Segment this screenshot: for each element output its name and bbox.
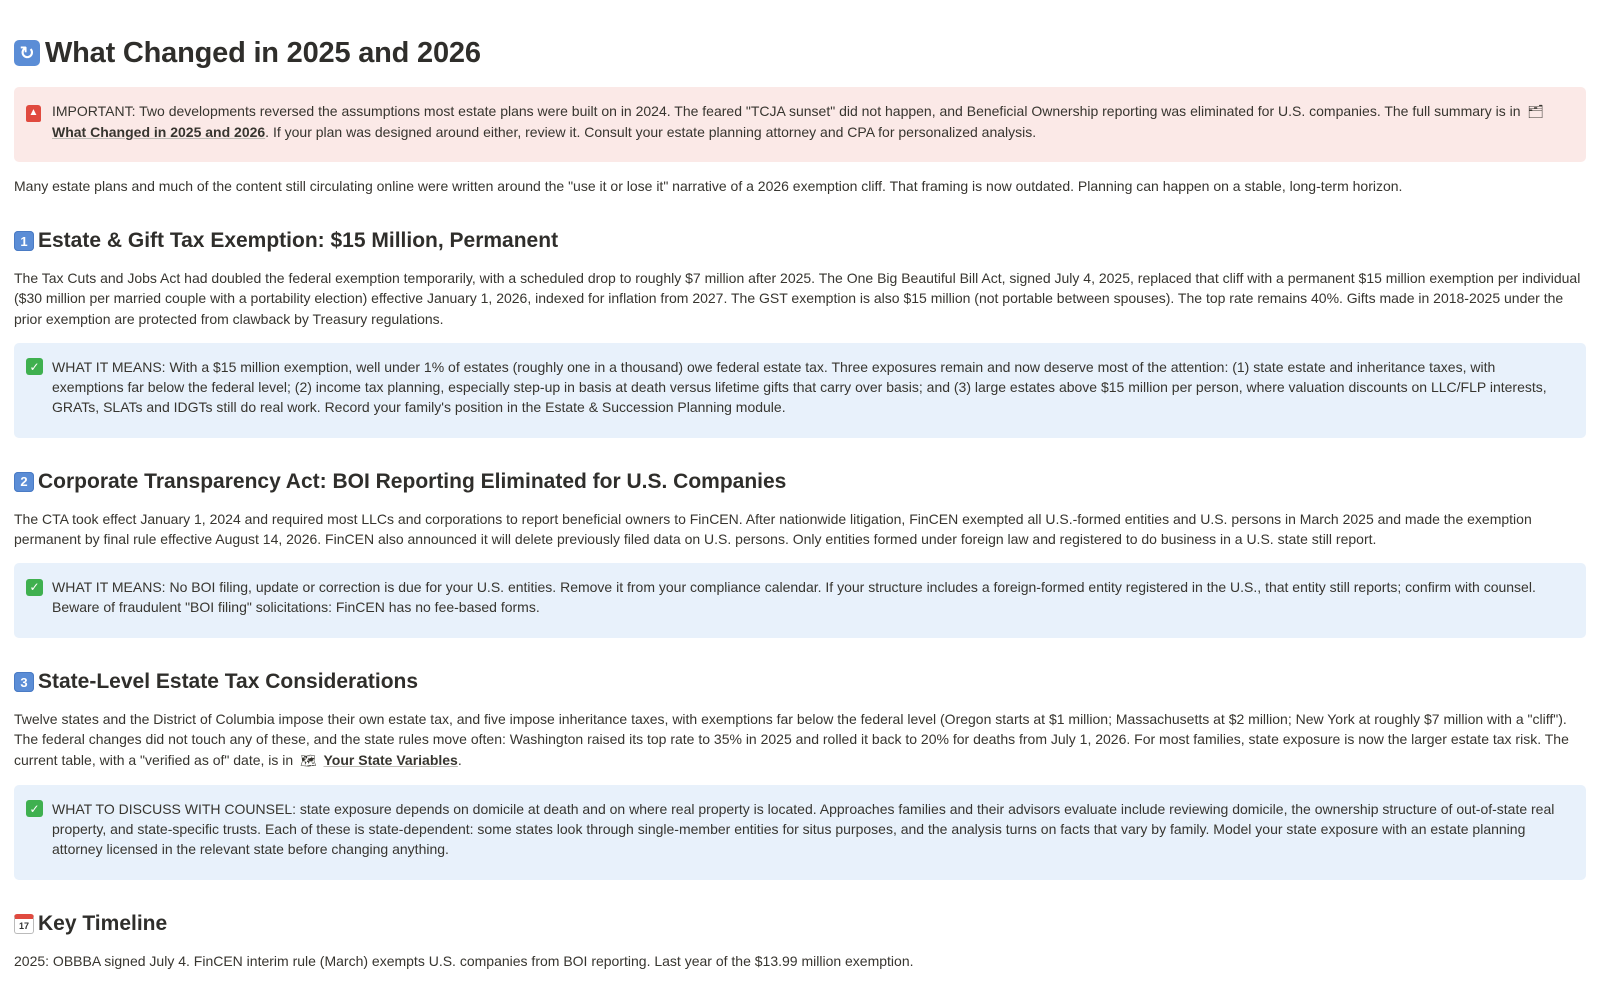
check-icon-wrap (26, 357, 48, 377)
check-icon: ✓ (26, 358, 43, 375)
section-heading-2-text: Corporate Transparency Act: BOI Reporting Eliminated for U.S. Companies (38, 469, 787, 493)
important-callout (14, 87, 1586, 162)
keycap-2-icon: 2 (14, 472, 34, 492)
important-text: IMPORTANT: Two developments reversed the assumptions most estate plans were built on in 2024. The feared "TCJA sunset" did not happen, and Beneficial Ownership reporting was eliminated for U.S. companies. The full summary is in (52, 103, 1521, 119)
sync-arrows-icon: ↻ (14, 40, 40, 66)
check-icon-wrap (26, 799, 48, 819)
section-heading-1-text: Estate & Gift Tax Exemption: $15 Million, Permanent (38, 229, 559, 253)
section-heading-3-text: State-Level Estate Tax Considerations (38, 670, 419, 694)
section-heading-3 (14, 667, 1586, 697)
important-text-after: . If your plan was designed around either, review it. Consult your estate planning attorney and CPA for personalized analysis. (265, 124, 1037, 141)
section-1-callout (14, 343, 1586, 438)
calendar-icon: 17 (14, 914, 34, 934)
what-changed-link[interactable]: What Changed in 2025 and 2026 (52, 124, 266, 141)
section-heading-2 (14, 467, 1586, 497)
section-heading-1 (14, 226, 1586, 256)
section-1-body: The Tax Cuts and Jobs Act had doubled the federal exemption temporarily, with a scheduled drop to roughly $7 million after 2025. The One Big Beautiful Bill Act, signed July 4, 2025, replaced that cliff with a permanent $15 million exemption per individual ($30 million per married couple with a portability election) effective January 1, 2026, indexed for inflation from 2027. The GST exemption is also $15 million (not portable between spouses). The top rate remains 40%. Gifts made in 2018-2025 under the prior exemption are protected from clawback by Treasury regulations. (14, 270, 1581, 327)
check-icon: ✓ (26, 800, 43, 817)
section-2-callout-text: WHAT IT MEANS: No BOI filing, update or correction is due for your U.S. entities. Remove it from your compliance calendar. If your structure includes a foreign-formed entity registered in the U.S., that entity still reports; confirm with counsel. Beware of fraudulent "BOI filing" solicitations: FinCEN has no fee-based forms. (52, 579, 1536, 616)
section-3-callout-text: WHAT TO DISCUSS WITH COUNSEL: state exposure depends on domicile at death and on where real property is located. Approaches families and their advisors evaluate include reviewing domicile, the ownership structure of out-of-state real property, and state-specific trusts. Each of these is state-dependent: some states look through single-member entities for situs purposes, and the analysis turns on facts that vary by family. Model your state exposure with an estate planning attorney licensed in the relevant state before changing anything. (52, 800, 1555, 858)
section-3-body (14, 709, 1586, 771)
section-1-callout-text: WHAT IT MEANS: With a $15 million exemption, well under 1% of estates (roughly one in a thousand) owe federal estate tax. Three exposures remain and now deserve most of the attention: (1) state estate and inheritance taxes, with exemptions far below the federal level; (2) income tax planning, especially step-up in basis at death versus lifetime gifts that carry over basis; and (3) large estates above $15 million per person, where valuation discounts on LLC/FLP interests, GRATs, SLATs and IDGTs still do real work. Record your family's position in the Estate & Succession Planning module. (52, 358, 1547, 416)
timeline-heading (14, 909, 1586, 939)
siren-icon: ▲ (26, 105, 41, 122)
page-icon: 🗂 (1527, 104, 1544, 119)
timeline-entry: 2025: OBBBA signed July 4. FinCEN interim rule (March) exempts U.S. companies from BOI reporting. Last year of the $13.99 million exemption. (14, 952, 914, 969)
page-title-text: What Changed in 2025 and 2026 (45, 36, 481, 69)
section-2-body: The CTA took effect January 1, 2024 and required most LLCs and corporations to report beneficial owners to FinCEN. After nationwide litigation, FinCEN exempted all U.S.-formed entities and U.S. persons in March 2025 and made the exemption permanent by final rule effective August 14, 2026. FinCEN also announced it will delete previously filed data on U.S. persons. Only entities formed under foreign law and registered to do business in a U.S. state still report. (14, 510, 1532, 548)
page-title (14, 0, 1586, 70)
section-2-callout (14, 563, 1586, 638)
section-3-callout (14, 785, 1586, 880)
timeline-heading-text: Key Timeline (38, 911, 168, 935)
check-icon-wrap (26, 577, 48, 597)
intro-paragraph: Many estate plans and much of the content still circulating online were written around the "use it or lose it" narrative of a 2026 exemption cliff. That framing is now outdated. Planning can happen on a stable, long-term horizon. (14, 178, 1403, 194)
section-3-body-end: . (457, 751, 462, 768)
siren-icon-wrap (26, 101, 48, 122)
check-icon: ✓ (26, 579, 43, 596)
section-3-body-text: Twelve states and the District of Columbia impose their own estate tax, and five impose inheritance taxes, with exemptions far below the federal level (Oregon starts at $1 million; Massachusetts at $2 million; New York at roughly $7 million with a "cliff"). The federal changes did not touch any of these, and the state rules move often: Washington raised its top rate to 35% in 2025 and rolled it back to 20% for deaths from July 1, 2026. For most families, state exposure is now the larger estate tax risk. The current table, with a "verified as of" date, is in (14, 711, 1569, 768)
keycap-1-icon: 1 (14, 231, 34, 251)
important-callout-text (52, 101, 1570, 142)
state-variables-link[interactable]: Your State Variables (323, 751, 458, 768)
map-icon: 🗺 (300, 752, 317, 768)
keycap-3-icon: 3 (14, 672, 34, 692)
